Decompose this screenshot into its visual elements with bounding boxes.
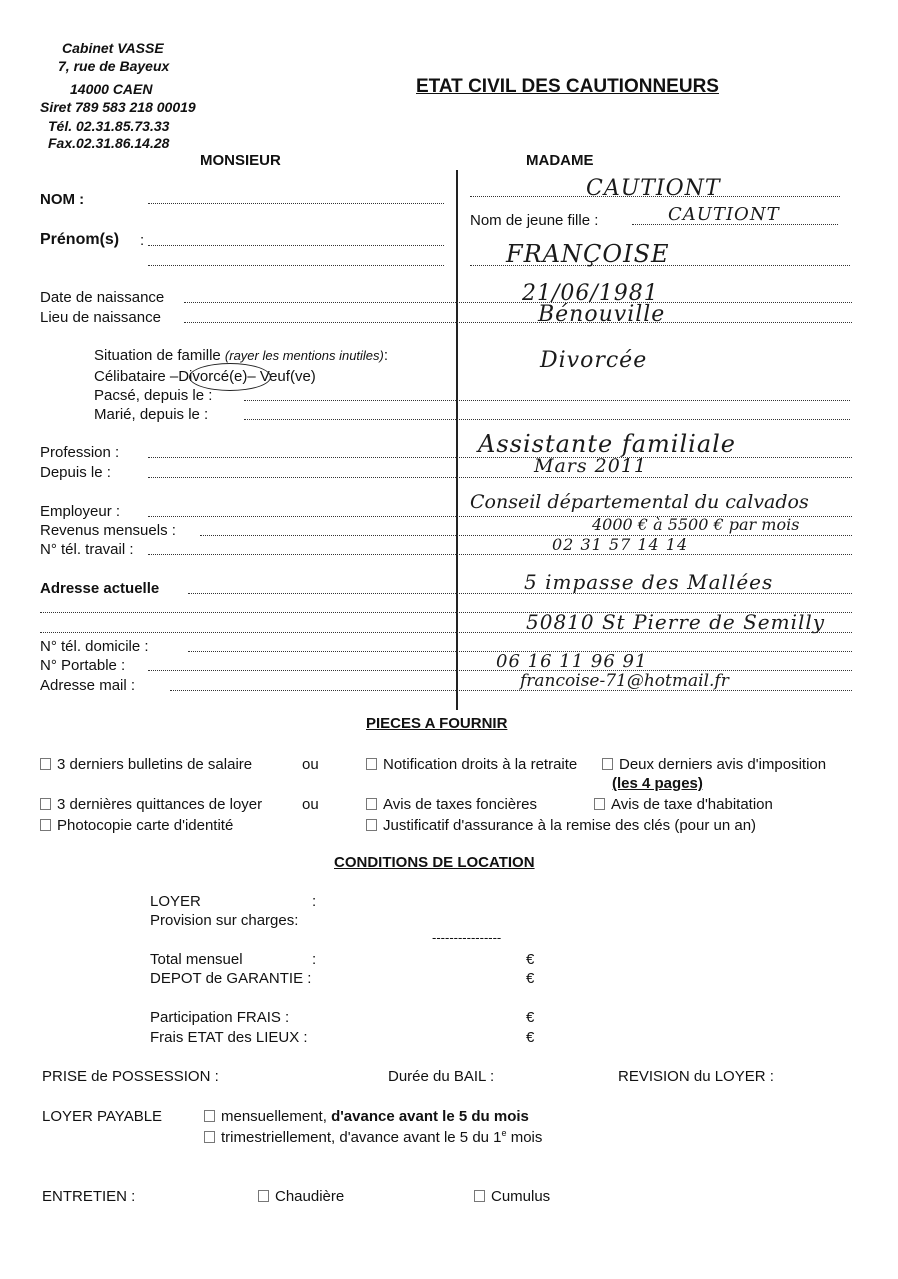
- date-naissance-field[interactable]: [184, 302, 852, 303]
- label-entretien: ENTRETIEN :: [42, 1188, 136, 1205]
- pieces-ou-2: ou: [302, 796, 319, 813]
- madame-date-naissance-value: 21/06/1981: [522, 281, 659, 306]
- option-cumulus[interactable]: Cumulus: [474, 1188, 550, 1205]
- agency-fax: Fax.02.31.86.14.28: [48, 135, 170, 151]
- madame-employeur-value: Conseil départemental du calvados: [470, 491, 809, 513]
- agency-city: 14000 CAEN: [70, 81, 153, 97]
- checkbox-retraite[interactable]: [366, 758, 377, 770]
- label-loyer: LOYER: [150, 893, 201, 910]
- label-adresse: Adresse actuelle: [40, 580, 160, 597]
- label-tel-domicile: N° tél. domicile :: [40, 638, 149, 655]
- checkbox-identite[interactable]: [40, 819, 51, 831]
- euro-depot: €: [526, 970, 535, 987]
- label-total-mensuel: Total mensuel: [150, 951, 243, 968]
- checkbox-imposition[interactable]: [602, 758, 613, 770]
- tel-travail-field[interactable]: [148, 554, 852, 555]
- depuis-field[interactable]: [148, 477, 852, 478]
- checkbox-assurance[interactable]: [366, 819, 377, 831]
- revenus-field[interactable]: [200, 535, 852, 536]
- label-duree-bail: Durée du BAIL :: [388, 1068, 495, 1085]
- label-prenom-colon: :: [140, 232, 145, 249]
- madame-tel-travail-value: 02 31 57 14 14: [552, 535, 689, 554]
- label-profession: Profession :: [40, 444, 120, 461]
- label-nom-jeune-fille: Nom de jeune fille :: [470, 212, 599, 229]
- label-depot: DEPOT de GARANTIE :: [150, 970, 312, 987]
- madame-depuis-value: Mars 2011: [534, 455, 648, 477]
- label-marie: Marié, depuis le :: [94, 406, 209, 423]
- option-veuf[interactable]: – Veuf(ve): [247, 368, 316, 385]
- label-provision: Provision sur charges:: [150, 912, 299, 929]
- label-pacse: Pacsé, depuis le :: [94, 387, 213, 404]
- agency-phone: Tél. 02.31.85.73.33: [48, 118, 170, 134]
- label-nom: NOM :: [40, 191, 85, 208]
- piece-taxes-foncieres[interactable]: Avis de taxes foncières: [366, 796, 537, 813]
- label-tel-travail: N° tél. travail :: [40, 541, 134, 558]
- mail-field[interactable]: [170, 690, 852, 691]
- label-revenus: Revenus mensuels :: [40, 522, 176, 539]
- label-revision-loyer: REVISION du LOYER :: [618, 1068, 774, 1085]
- checkbox-taxe-habitation[interactable]: [594, 798, 605, 810]
- madame-portable-value: 06 16 11 96 91: [496, 651, 648, 672]
- label-prise-possession: PRISE de POSSESSION :: [42, 1068, 219, 1085]
- madame-profession-value: Assistante familiale: [478, 430, 737, 458]
- label-portable: N° Portable :: [40, 657, 126, 674]
- label-situation: Situation de famille (rayer les mentions inutiles):: [94, 347, 389, 364]
- pieces-quatre-pages: (les 4 pages): [612, 775, 703, 792]
- option-mensuel[interactable]: mensuellement, d'avance avant le 5 du mois: [204, 1108, 529, 1125]
- checkbox-bulletins[interactable]: [40, 758, 51, 770]
- checkbox-trimestriel[interactable]: [204, 1131, 215, 1143]
- agency-name: Cabinet VASSE: [62, 40, 164, 56]
- monsieur-prenom-field-1[interactable]: [148, 245, 444, 246]
- label-mail: Adresse mail :: [40, 677, 136, 694]
- option-celibataire[interactable]: Célibataire –: [94, 368, 179, 385]
- madame-mail-value: francoise-71@hotmail.fr: [520, 671, 729, 691]
- total-separator: ----------------: [432, 930, 502, 945]
- euro-participation: €: [526, 1009, 535, 1026]
- piece-bulletins[interactable]: 3 derniers bulletins de salaire: [40, 756, 252, 773]
- label-total-colon: :: [312, 951, 317, 968]
- piece-quittances[interactable]: 3 dernières quittances de loyer: [40, 796, 262, 813]
- euro-etat-lieux: €: [526, 1029, 535, 1046]
- label-employeur: Employeur :: [40, 503, 121, 520]
- madame-adresse-1-value: 5 impasse des Mallées: [524, 570, 774, 594]
- madame-revenus-value: 4000 € à 5500 € par mois: [592, 515, 800, 534]
- marie-field[interactable]: [244, 419, 850, 420]
- monsieur-nom-field[interactable]: [148, 203, 444, 204]
- option-chaudiere[interactable]: Chaudière: [258, 1188, 344, 1205]
- euro-total: €: [526, 951, 535, 968]
- agency-address: 7, rue de Bayeux: [58, 58, 170, 74]
- madame-nom-jeune-fille-value: CAUTIONT: [668, 204, 780, 225]
- label-loyer-colon: :: [312, 893, 317, 910]
- label-date-naissance: Date de naissance: [40, 289, 165, 306]
- checkbox-cumulus[interactable]: [474, 1190, 485, 1202]
- option-trimestriel[interactable]: trimestriellement, d'avance avant le 5 du 1e mois: [204, 1128, 542, 1146]
- pieces-title: PIECES A FOURNIR: [366, 715, 508, 732]
- piece-taxe-habitation[interactable]: Avis de taxe d'habitation: [594, 796, 773, 813]
- checkbox-quittances[interactable]: [40, 798, 51, 810]
- label-depuis: Depuis le :: [40, 464, 111, 481]
- piece-assurance[interactable]: Justificatif d'assurance à la remise des clés (pour un an): [366, 817, 756, 834]
- madame-adresse-2-value: 50810 St Pierre de Semilly: [526, 610, 826, 634]
- monsieur-prenom-field-2[interactable]: [148, 265, 444, 266]
- pacse-field[interactable]: [244, 400, 850, 401]
- label-lieu-naissance: Lieu de naissance: [40, 309, 161, 326]
- column-divider: [456, 170, 458, 710]
- madame-nom-value: CAUTIONT: [586, 176, 721, 201]
- checkbox-chaudiere[interactable]: [258, 1190, 269, 1202]
- option-divorce[interactable]: Divorcé(e): [178, 368, 248, 385]
- conditions-title: CONDITIONS DE LOCATION: [334, 854, 535, 871]
- checkbox-mensuel[interactable]: [204, 1110, 215, 1122]
- label-prenom: Prénom(s): [40, 231, 120, 248]
- piece-imposition[interactable]: Deux derniers avis d'imposition: [602, 756, 826, 773]
- madame-lieu-naissance-value: Bénouville: [538, 302, 666, 327]
- document-title: ETAT CIVIL DES CAUTIONNEURS: [416, 76, 719, 97]
- madame-prenom-value: FRANÇOISE: [506, 240, 670, 268]
- piece-retraite[interactable]: Notification droits à la retraite: [366, 756, 577, 773]
- label-participation: Participation FRAIS :: [150, 1009, 290, 1026]
- label-loyer-payable: LOYER PAYABLE: [42, 1108, 163, 1125]
- column-monsieur: MONSIEUR: [200, 152, 281, 169]
- column-madame: MADAME: [526, 152, 594, 169]
- madame-situation-value: Divorcée: [540, 348, 648, 373]
- piece-identite[interactable]: Photocopie carte d'identité: [40, 817, 233, 834]
- label-etat-lieux: Frais ETAT des LIEUX :: [150, 1029, 308, 1046]
- lieu-naissance-field[interactable]: [184, 322, 852, 323]
- checkbox-taxes-foncieres[interactable]: [366, 798, 377, 810]
- pieces-ou-1: ou: [302, 756, 319, 773]
- agency-siret: Siret 789 583 218 00019: [40, 99, 196, 115]
